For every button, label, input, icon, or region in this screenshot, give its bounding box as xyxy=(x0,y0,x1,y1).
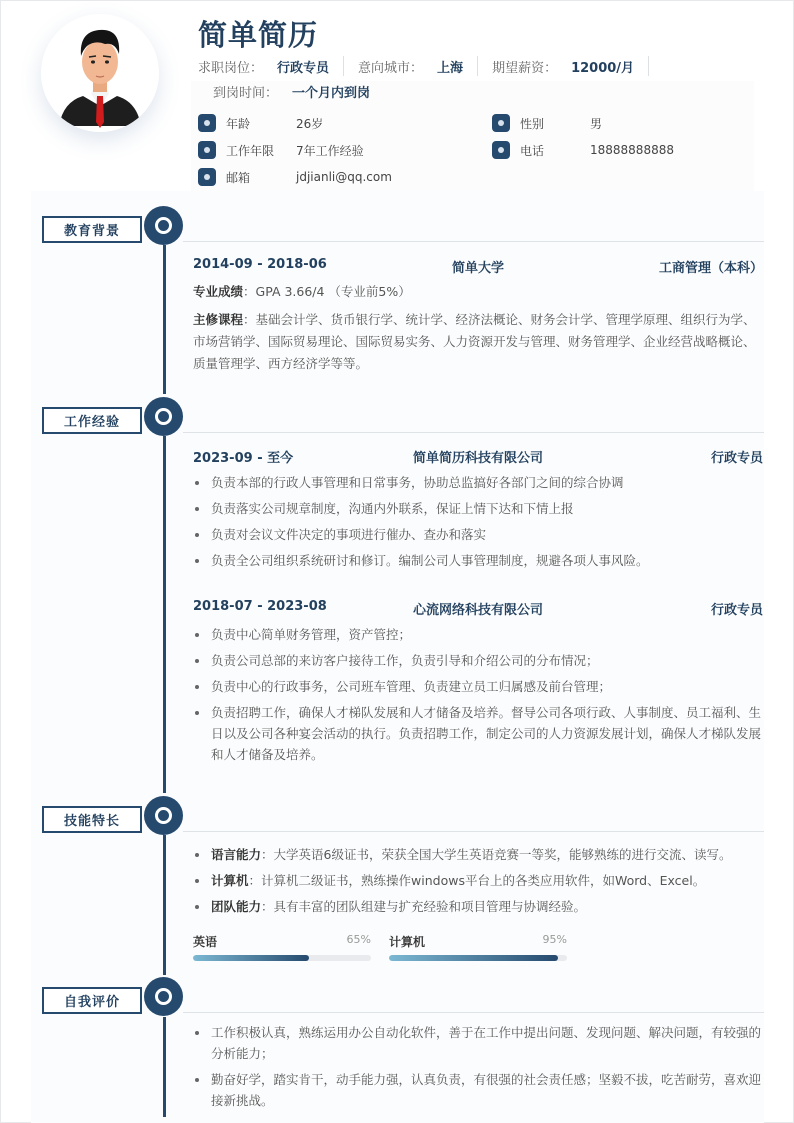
skill-text: ：具有丰富的团队组建与扩充经验和项目管理与协调经验。 xyxy=(261,899,587,914)
skill-bar-name: 计算机 xyxy=(389,935,426,949)
arrival-value: 一个月内到岗 xyxy=(292,86,371,101)
info-email xyxy=(198,168,392,186)
intent-value: 行政专员 xyxy=(277,60,330,76)
education-period: 2014-09 - 2018-06 xyxy=(193,257,327,272)
job-period: 2018-07 - 2023-08 xyxy=(193,599,327,614)
list-item: 负责招聘工作，确保人才梯队发展和人才储备及培养。督导公司各项行政、人事制度、员工福利、生日以及公司各种宴会活动的执行。负责招聘工作，制定公司的人力资源发展计划，确保人才梯队发展和人才储备及培养。 xyxy=(193,702,763,765)
section-divider xyxy=(183,1012,764,1013)
list-item: 负责本部的行政人事管理和日常事务，协助总监搞好各部门之间的综合协调 xyxy=(193,472,763,493)
list-item: 负责全公司组织系统研讨和修订。编制公司人事管理制度，规避各项人事风险。 xyxy=(193,550,763,571)
education-header xyxy=(193,257,763,276)
info-phone xyxy=(492,141,674,159)
job-duties xyxy=(193,472,763,576)
info-value: 26岁 xyxy=(296,116,324,131)
skill-bar-computer xyxy=(389,933,567,961)
info-value: 男 xyxy=(590,116,603,131)
info-label: 邮箱 xyxy=(226,170,251,185)
timeline-node-icon xyxy=(144,977,183,1016)
section-title-education: 教育背景 xyxy=(42,216,142,243)
education-gpa xyxy=(193,281,763,303)
skill-bar-percent: 65% xyxy=(346,933,371,946)
intent-value: 12000/月 xyxy=(571,60,635,76)
education-major: 工商管理（本科） xyxy=(658,261,763,276)
job-header xyxy=(193,599,763,618)
info-label: 年龄 xyxy=(226,116,251,131)
self-eval-list xyxy=(193,1022,763,1116)
list-item xyxy=(193,844,763,865)
list-item: 负责公司总部的来访客户接待工作，负责引导和介绍公司的分布情况； xyxy=(193,650,763,671)
intent-value: 上海 xyxy=(437,60,464,76)
arrival-label: 到岗时间： xyxy=(213,86,279,101)
job-intent-row xyxy=(198,56,663,76)
info-value: 18888888888 xyxy=(590,143,674,157)
skill-label: 团队能力 xyxy=(211,899,262,914)
skill-label: 语言能力 xyxy=(211,847,262,862)
skill-bar-english xyxy=(193,933,371,961)
timeline-node-icon xyxy=(144,397,183,436)
intent-label: 意向城市： xyxy=(358,60,424,76)
list-item: 负责落实公司规章制度，沟通内外联系，保证上情下达和下情上报 xyxy=(193,498,763,519)
bullet-square-icon xyxy=(198,114,216,132)
job-company: 简单简历科技有限公司 xyxy=(412,451,543,466)
timeline-node-icon xyxy=(144,206,183,245)
info-label: 电话 xyxy=(520,143,545,158)
skill-bar-percent: 95% xyxy=(542,933,567,946)
progress-fill xyxy=(389,955,558,961)
progress-track xyxy=(193,955,371,961)
list-item: 负责中心简单财务管理，资产管控； xyxy=(193,624,763,645)
skill-label: 计算机 xyxy=(211,873,249,888)
timeline-line xyxy=(163,245,166,394)
job-period: 2023-09 - 至今 xyxy=(193,451,294,466)
intent-city xyxy=(358,56,478,76)
info-value: 7年工作经验 xyxy=(296,143,364,158)
timeline-node-icon xyxy=(144,796,183,835)
skill-text: ：计算机二级证书，熟练操作windows平台上的各类应用软件，如Word、Excel。 xyxy=(248,873,706,888)
education-school: 简单大学 xyxy=(451,261,504,276)
list-item: 负责对会议文件决定的事项进行催办、查办和落实 xyxy=(193,524,763,545)
arrival-time xyxy=(213,82,370,101)
list-item xyxy=(193,870,763,891)
info-age xyxy=(198,114,323,132)
progress-track xyxy=(389,955,567,961)
skill-bar-name: 英语 xyxy=(193,935,218,949)
timeline-line xyxy=(163,436,166,793)
list-item: 勤奋好学，踏实肯干，动手能力强，认真负责，有很强的社会责任感；坚毅不拔，吃苦耐劳，喜欢迎接新挑战。 xyxy=(193,1069,763,1111)
section-divider xyxy=(183,831,764,832)
section-title-skills: 技能特长 xyxy=(42,806,142,833)
intent-label: 期望薪资： xyxy=(492,60,558,76)
intent-label: 求职岗位： xyxy=(198,60,264,76)
info-gender xyxy=(492,114,602,132)
info-experience xyxy=(198,141,364,159)
bullet-square-icon xyxy=(198,141,216,159)
job-role: 行政专员 xyxy=(710,451,763,466)
intent-position xyxy=(198,56,344,76)
job-duties xyxy=(193,624,763,770)
bullet-square-icon xyxy=(492,114,510,132)
list-item: 负责中心的行政事务，公司班车管理、负责建立员工归属感及前台管理； xyxy=(193,676,763,697)
section-title-self-eval: 自我评价 xyxy=(42,987,142,1014)
info-value: jdjianli@qq.com xyxy=(296,170,392,184)
timeline-line xyxy=(163,1017,166,1117)
gpa-value: ：GPA 3.66/4 （专业前5%） xyxy=(243,284,411,299)
list-item xyxy=(193,896,763,917)
section-divider xyxy=(183,432,764,433)
resume-title: 简单简历 xyxy=(198,18,319,52)
list-item: 工作积极认真，熟练运用办公自动化软件，善于在工作中提出问题、发现问题、解决问题，有较强的分析能力； xyxy=(193,1022,763,1064)
job-header xyxy=(193,447,763,466)
gpa-label: 专业成绩 xyxy=(193,284,244,299)
info-label: 工作年限 xyxy=(226,143,275,158)
job-role: 行政专员 xyxy=(710,603,763,618)
skills-list xyxy=(193,844,763,922)
skill-text: ：大学英语6级证书，荣获全国大学生英语竞赛一等奖，能够熟练的进行交流、读写。 xyxy=(261,847,732,862)
bullet-square-icon xyxy=(198,168,216,186)
section-divider xyxy=(183,241,764,242)
info-label: 性别 xyxy=(520,116,545,131)
education-courses xyxy=(193,309,763,375)
bullet-square-icon xyxy=(492,141,510,159)
intent-salary xyxy=(492,56,649,76)
section-title-work: 工作经验 xyxy=(42,407,142,434)
progress-fill xyxy=(193,955,309,961)
avatar-portrait-icon xyxy=(41,14,159,132)
courses-label: 主修课程 xyxy=(193,312,244,327)
timeline-line xyxy=(163,835,166,975)
avatar xyxy=(41,14,159,132)
job-company: 心流网络科技有限公司 xyxy=(412,603,543,618)
courses-value: ：基础会计学、货币银行学、统计学、经济法概论、财务会计学、管理学原理、组织行为学、市场营销学、国际贸易理论、国际贸易实务、人力资源开发与管理、财务管理学、企业经营战略概论、质量管理学、西方经济学等等。 xyxy=(193,312,756,371)
